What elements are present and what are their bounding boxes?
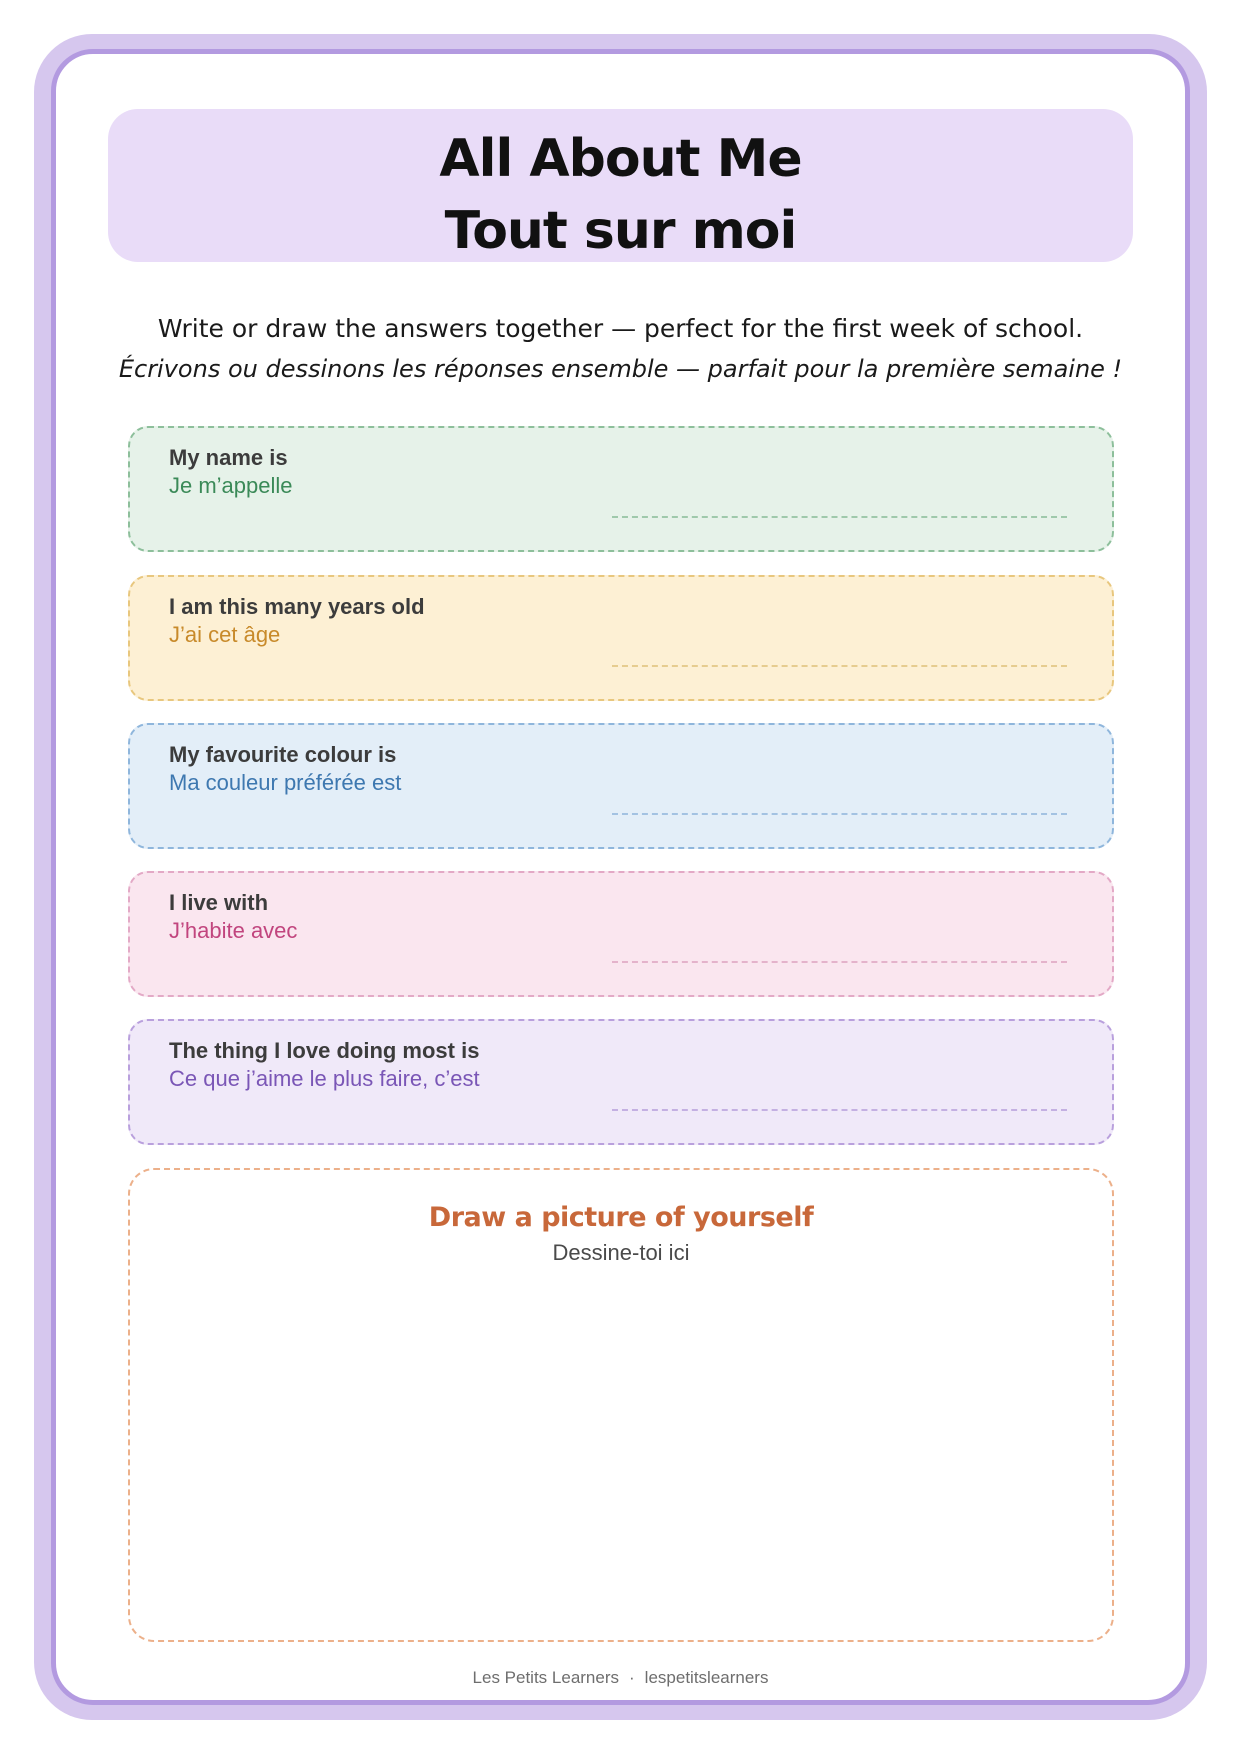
prompt-label-french: J’ai cet âge xyxy=(169,622,281,647)
prompt-label-english: The thing I love doing most is xyxy=(169,1038,480,1063)
intro-french: Écrivons ou dessinons les réponses ensemble — parfait pour la première semaine ! xyxy=(118,355,1123,383)
prompt-name-box[interactable] xyxy=(128,426,1114,552)
title-english: All About Me xyxy=(439,129,802,189)
answer-line[interactable] xyxy=(612,665,1067,667)
drawing-area[interactable] xyxy=(128,1168,1114,1642)
footer-handle: lespetitslearners xyxy=(644,1668,769,1687)
prompt-label-french: J’habite avec xyxy=(169,918,298,943)
answer-line[interactable] xyxy=(612,1109,1067,1111)
prompt-colour-box[interactable] xyxy=(128,723,1114,849)
title-banner xyxy=(108,109,1133,262)
drawing-subtitle: Dessine-toi ici xyxy=(552,1240,690,1265)
drawing-title: Draw a picture of yourself xyxy=(428,1202,814,1233)
footer-separator: · xyxy=(629,1668,635,1687)
footer xyxy=(60,1668,1181,1688)
prompt-label-english: My name is xyxy=(169,445,288,470)
prompt-label-english: I am this many years old xyxy=(169,594,425,619)
answer-line[interactable] xyxy=(612,961,1067,963)
prompt-label-french: Ce que j’aime le plus faire, c’est xyxy=(169,1066,480,1091)
prompt-label-english: I live with xyxy=(169,890,269,915)
prompt-age-box[interactable] xyxy=(128,575,1114,701)
intro-english: Write or draw the answers together — perfect for the first week of school. xyxy=(157,314,1084,343)
answer-line[interactable] xyxy=(612,516,1067,518)
prompt-live-with-box[interactable] xyxy=(128,871,1114,997)
intro-text xyxy=(60,309,1181,389)
answer-line[interactable] xyxy=(612,813,1067,815)
prompt-label-french: Je m’appelle xyxy=(169,473,293,498)
footer-brand: Les Petits Learners xyxy=(472,1668,619,1687)
prompt-label-french: Ma couleur préférée est xyxy=(169,770,402,795)
prompt-favourite-activity-box[interactable] xyxy=(128,1019,1114,1145)
title-french: Tout sur moi xyxy=(444,201,797,261)
prompt-label-english: My favourite colour is xyxy=(169,742,397,767)
